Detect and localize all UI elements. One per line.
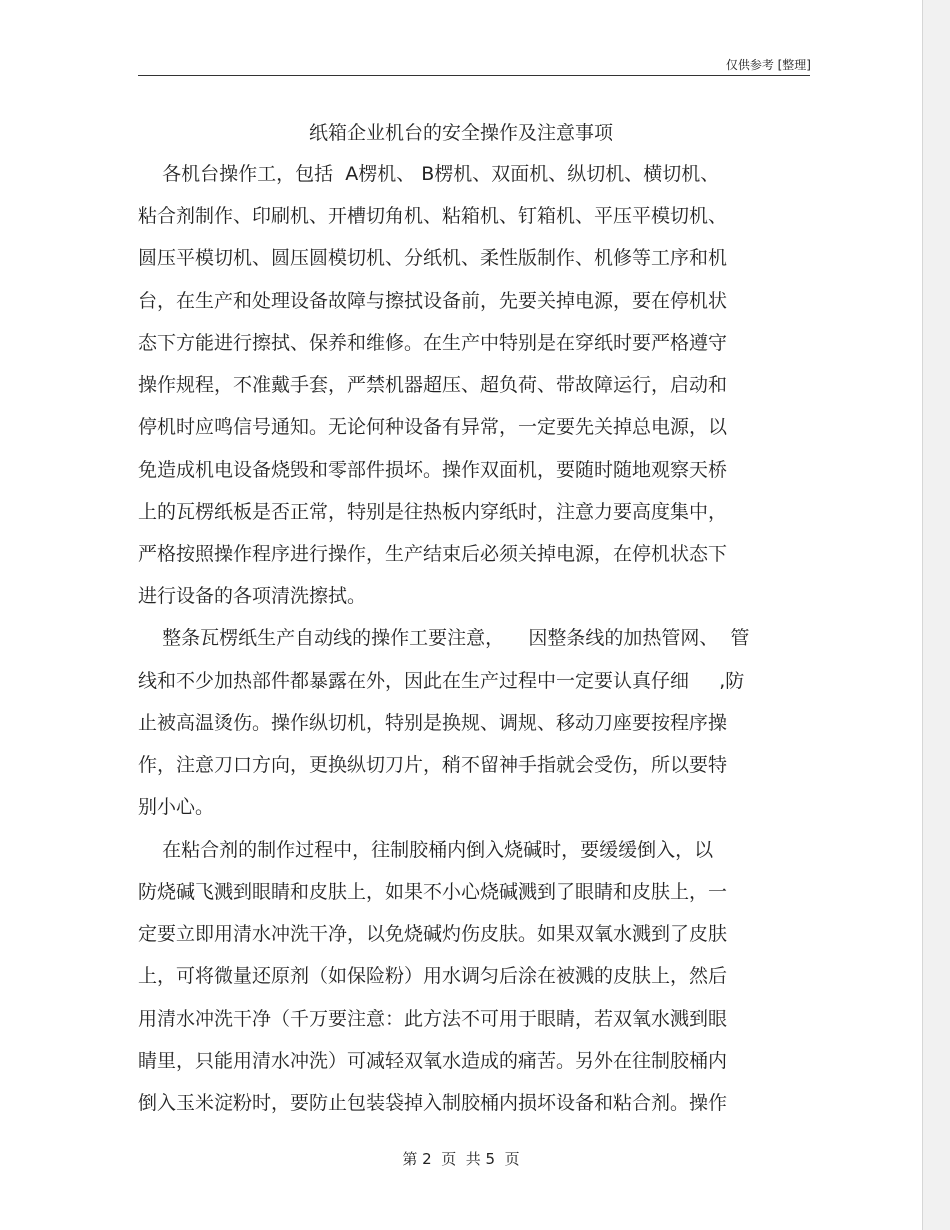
header-note: 仅供参考 [整理] xyxy=(725,58,811,72)
page-indicator: 第 2 页 共 5 页 xyxy=(402,1150,520,1168)
body-line: 严格按照操作程序进行操作，生产结束后必须关掉电源，在停机状态下 xyxy=(138,543,728,565)
document-title: 纸箱企业机台的安全操作及注意事项 xyxy=(308,122,613,144)
body-line: 操作规程，不准戴手套，严禁机器超压、超负荷、带故障运行，启动和 xyxy=(138,374,728,396)
body-line: 台，在生产和处理设备故障与擦拭设备前，先要关掉电源，要在停机状 xyxy=(138,290,728,312)
body-line: 整条瓦楞纸生产自动线的操作工要注意， 因整条线的加热管网、 管 xyxy=(138,627,750,649)
body-line: 免造成机电设备烧毁和零部件损坏。操作双面机，要随时随地观察天桥 xyxy=(138,459,728,481)
body-line: 在粘合剂的制作过程中，往制胶桶内倒入烧碱时，要缓缓倒入，以 xyxy=(138,839,714,861)
body-line: 定要立即用清水冲洗干净，以免烧碱灼伤皮肤。如果双氧水溅到了皮肤 xyxy=(138,923,728,945)
body-line: 倒入玉米淀粉时，要防止包装袋掉入制胶桶内损坏设备和粘合剂。操作 xyxy=(138,1092,728,1114)
header-divider xyxy=(138,75,810,76)
body-line: 停机时应鸣信号通知。无论何种设备有异常，一定要先关掉总电源，以 xyxy=(138,416,728,438)
body-line: 作，注意刀口方向，更换纵切刀片，稍不留神手指就会受伤，所以要特 xyxy=(138,754,728,776)
body-line: 圆压平模切机、圆压圆模切机、分纸机、柔性版制作、机修等工序和机 xyxy=(138,247,728,269)
body-line: 睛里，只能用清水冲洗）可减轻双氧水造成的痛苦。另外在往制胶桶内 xyxy=(138,1050,728,1072)
body-line: 各机台操作工，包括 A楞机、 B楞机、双面机、纵切机、横切机、 xyxy=(138,163,720,185)
body-line: 用清水冲洗干净（千万要注意：此方法不可用于眼睛，若双氧水溅到眼 xyxy=(138,1008,728,1030)
body-line: 上的瓦楞纸板是否正常，特别是往热板内穿纸时，注意力要高度集中， xyxy=(138,501,728,523)
body-line: 别小心。 xyxy=(138,796,215,818)
body-line: 进行设备的各项清洗擦拭。 xyxy=(138,585,367,607)
body-line: 防烧碱飞溅到眼睛和皮肤上，如果不小心烧碱溅到了眼睛和皮肤上，一 xyxy=(138,881,728,903)
body-line: 粘合剂制作、印刷机、开槽切角机、粘箱机、钉箱机、平压平模切机、 xyxy=(138,205,728,227)
body-line: 态下方能进行擦拭、保养和维修。在生产中特别是在穿纸时要严格遵守 xyxy=(138,332,728,354)
body-line: 上，可将微量还原剂（如保险粉）用水调匀后涂在被溅的皮肤上，然后 xyxy=(138,965,728,987)
body-line: 线和不少加热部件都暴露在外，因此在生产过程中一定要认真仔细 ,防 xyxy=(138,670,745,692)
body-line: 止被高温烫伤。操作纵切机，特别是换规、调规、移动刀座要按程序操 xyxy=(138,712,728,734)
